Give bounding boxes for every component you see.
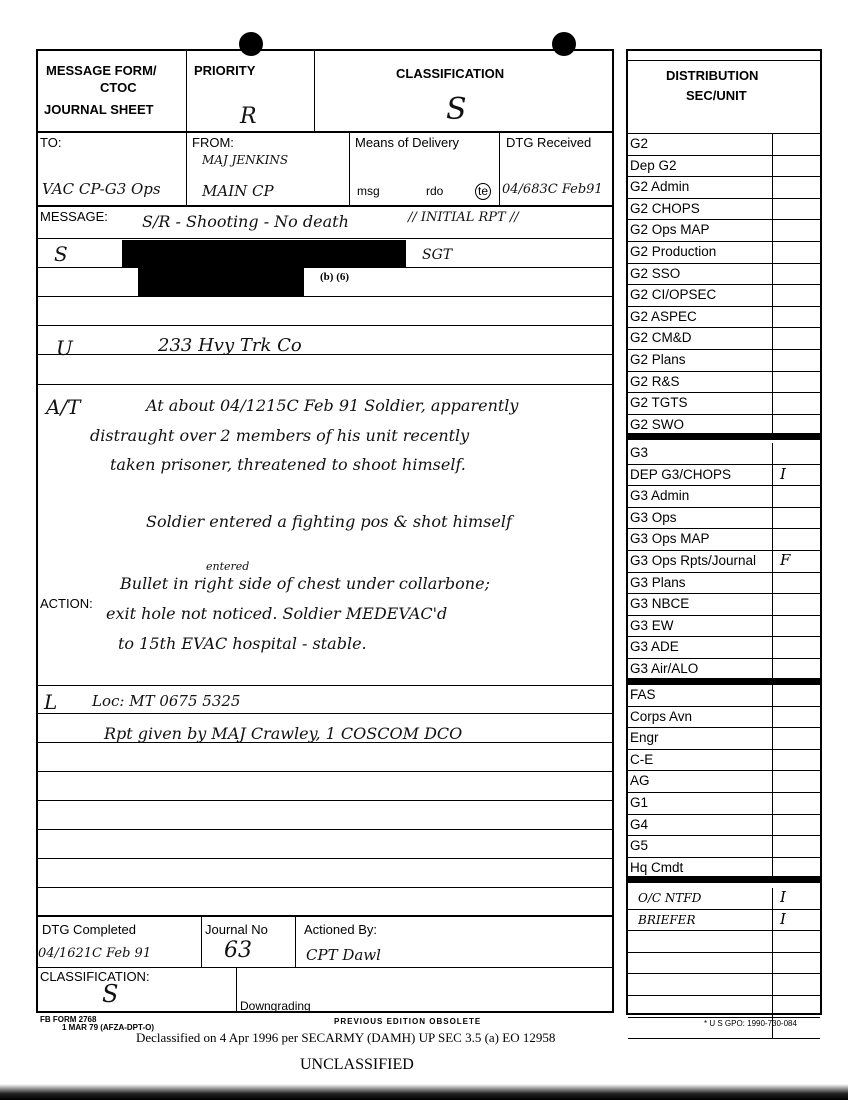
distribution-title: DISTRIBUTION (666, 68, 759, 83)
distribution-row-label: G2 Production (630, 244, 717, 259)
distribution-row[interactable] (628, 594, 820, 616)
distribution-row-label: G2 R&S (630, 373, 680, 389)
distribution-row-label: G3 ADE (630, 639, 679, 655)
dtg-received-value[interactable]: 04/683C Feb91 (502, 182, 603, 197)
distribution-divider (772, 836, 773, 857)
ruled-line (37, 858, 613, 859)
distribution-row-label: G2 CI/OPSEC (630, 287, 717, 303)
distribution-divider (772, 858, 773, 879)
distribution-row-label: G3 Air/ALO (630, 661, 699, 676)
location-prefix[interactable]: L (44, 690, 58, 714)
priority-label: PRIORITY (194, 63, 256, 78)
divider (349, 132, 350, 206)
dtg-received-label: DTG Received (506, 135, 592, 150)
redaction-block (122, 240, 406, 267)
form-title-line-3: JOURNAL SHEET (44, 102, 154, 117)
journal-number-label: Journal No (205, 922, 268, 937)
redaction-block (138, 268, 304, 296)
to-label: TO: (40, 135, 62, 150)
distribution-row[interactable] (628, 134, 820, 156)
distribution-divider (772, 659, 773, 680)
distribution-divider (772, 486, 773, 507)
distribution-row-mark[interactable]: I (780, 464, 786, 483)
from-value-unit[interactable]: MAIN CP (202, 182, 274, 200)
distribution-divider (772, 637, 773, 658)
distribution-row-label: G2 SSO (630, 265, 681, 281)
distribution-divider (772, 465, 773, 486)
distribution-row-label: G2 CHOPS (630, 200, 700, 216)
distribution-row[interactable] (628, 220, 820, 242)
ruled-line (37, 829, 613, 830)
actioned-by-value[interactable]: CPT Dawl (306, 946, 381, 964)
divider (314, 50, 315, 132)
form-title-line-1: MESSAGE FORM/ (46, 63, 157, 78)
message-subject[interactable]: S/R - Shooting - No death (142, 212, 349, 231)
narrative-insert[interactable]: entered (206, 560, 250, 573)
distribution-row-label: G2 Plans (630, 352, 686, 367)
unclassified-marking: UNCLASSIFIED (300, 1056, 414, 1073)
distribution-row[interactable] (628, 836, 820, 858)
distribution-divider (772, 285, 773, 306)
message-label: MESSAGE: (40, 209, 108, 224)
action-label: ACTION: (40, 596, 93, 611)
distribution-divider (772, 177, 773, 198)
distribution-row[interactable] (628, 285, 820, 307)
narrative-line[interactable]: At about 04/1215C Feb 91 Soldier, apparently (146, 396, 519, 415)
divider (186, 50, 187, 132)
distribution-row[interactable] (628, 443, 820, 465)
distribution-row[interactable] (628, 529, 820, 551)
distribution-divider (772, 685, 773, 706)
distribution-row[interactable] (628, 910, 820, 932)
narrative-line[interactable]: distraught over 2 members of his unit recently (90, 426, 470, 445)
distribution-divider (772, 750, 773, 771)
divider (37, 131, 613, 133)
distribution-divider (772, 350, 773, 371)
narrative-line[interactable]: to 15th EVAC hospital - stable. (118, 634, 367, 653)
distribution-row[interactable] (628, 953, 820, 975)
ruled-line (37, 887, 613, 888)
distribution-row-label: DEP G3/CHOPS (630, 466, 732, 482)
distribution-row[interactable] (628, 974, 820, 996)
distribution-divider (772, 508, 773, 529)
classification-value[interactable]: S (446, 92, 467, 127)
priority-value[interactable]: R (240, 104, 257, 129)
distribution-divider (772, 771, 773, 792)
distribution-row[interactable] (628, 637, 820, 659)
downgrading-label: Downgrading (240, 999, 311, 1013)
distribution-row[interactable] (628, 996, 820, 1018)
distribution-divider (772, 529, 773, 550)
distribution-divider (772, 888, 773, 909)
distribution-row[interactable] (628, 307, 820, 329)
means-rdo: rdo (426, 184, 444, 198)
means-tel[interactable]: te (475, 183, 491, 200)
distribution-row-label: G2 ASPEC (630, 308, 697, 324)
distribution-row-label: G2 TGTS (630, 395, 688, 411)
distribution-divider (772, 573, 773, 594)
distribution-row[interactable] (628, 242, 820, 264)
distribution-row-label: G1 (630, 795, 649, 810)
classification-label: CLASSIFICATION (396, 66, 505, 81)
divider (201, 916, 202, 968)
distribution-row-label: G3 Plans (630, 574, 686, 590)
to-value[interactable]: VAC CP-G3 Ops (42, 180, 161, 198)
ruled-line (37, 800, 613, 801)
distribution-row[interactable] (628, 750, 820, 772)
narrative-line[interactable]: taken prisoner, threatened to shoot himself. (110, 455, 466, 474)
from-label: FROM: (192, 135, 234, 150)
ruled-line (37, 267, 613, 268)
distribution-divider (772, 551, 773, 572)
distribution-divider (772, 415, 773, 436)
redaction-code: (b) (6) (320, 271, 350, 283)
ruled-line (37, 685, 613, 686)
distribution-row-label: G2 CM&D (630, 330, 692, 346)
distribution-row[interactable] (628, 771, 820, 793)
distribution-row[interactable] (628, 707, 820, 729)
journal-number-value[interactable]: 63 (224, 938, 252, 963)
distribution-divider (772, 307, 773, 328)
narrative-line[interactable]: Bullet in right side of chest under collarbone; (120, 574, 490, 593)
distribution-row[interactable] (628, 465, 820, 487)
distribution-divider (772, 953, 773, 974)
report-source-line[interactable]: Rpt given by MAJ Crawley, 1 COSCOM DCO (104, 724, 463, 743)
distribution-row-label: G2 Admin (630, 179, 690, 195)
distribution-row[interactable] (628, 199, 820, 221)
distribution-row-mark[interactable]: I (780, 888, 786, 906)
distribution-row-label: G3 Ops MAP (630, 531, 710, 547)
ruled-line (37, 296, 613, 297)
distribution-row-label: G2 Ops MAP (630, 222, 710, 238)
distribution-divider (772, 156, 773, 177)
distribution-row-label: G3 (630, 445, 649, 460)
distribution-divider (772, 616, 773, 637)
distribution-row[interactable] (628, 372, 820, 394)
distribution-divider (772, 372, 773, 393)
distribution-subtitle: SEC/UNIT (686, 88, 747, 103)
divider (627, 60, 821, 61)
distribution-row[interactable] (628, 815, 820, 837)
distribution-row-label: G2 (630, 136, 649, 151)
distribution-row-label: G4 (630, 816, 649, 832)
distribution-divider (772, 393, 773, 414)
distribution-row[interactable] (628, 551, 820, 573)
distribution-divider (772, 264, 773, 285)
distribution-divider (772, 815, 773, 836)
distribution-row[interactable] (628, 393, 820, 415)
distribution-row-mark[interactable]: I (780, 909, 786, 928)
distribution-row[interactable] (628, 156, 820, 178)
divider (186, 132, 187, 206)
distribution-row[interactable] (628, 728, 820, 750)
message-line-sgt[interactable]: SGT (422, 247, 453, 263)
distribution-row[interactable] (628, 508, 820, 530)
actioned-by-label: Actioned By: (304, 922, 377, 937)
distribution-row[interactable] (628, 264, 820, 286)
distribution-row-label: BRIEFER (638, 912, 696, 927)
divider (37, 915, 613, 917)
ruled-line (37, 713, 613, 714)
classification-bottom-value[interactable]: S (102, 980, 119, 1008)
distribution-row-label: G3 Ops Rpts/Journal (630, 553, 757, 568)
location-line[interactable]: Loc: MT 0675 5325 (92, 692, 241, 710)
distribution-divider (772, 199, 773, 220)
distribution-row-label: Dep G2 (630, 157, 677, 173)
distribution-divider (772, 328, 773, 349)
distribution-divider (772, 931, 773, 952)
distribution-row-label: AG (630, 773, 650, 789)
distribution-divider (772, 594, 773, 615)
distribution-row-label: G2 SWO (630, 416, 685, 432)
from-value-name[interactable]: MAJ JENKINS (202, 153, 289, 167)
ruled-line (37, 238, 613, 239)
distribution-group-separator (628, 433, 820, 440)
distribution-divider (772, 220, 773, 241)
distribution-row[interactable] (628, 888, 820, 910)
distribution-row-label: G3 Admin (630, 488, 690, 504)
distribution-row[interactable] (628, 931, 820, 953)
distribution-divider (772, 910, 773, 931)
divider (37, 205, 613, 207)
form-title-line-2: CTOC (100, 80, 137, 95)
ruled-line (37, 354, 613, 355)
message-initial-report[interactable]: // INITIAL RPT // (408, 210, 519, 225)
distribution-row-label: G3 NBCE (630, 596, 690, 612)
distribution-divider (772, 996, 773, 1017)
distribution-divider (772, 974, 773, 995)
ruled-line (37, 384, 613, 385)
distribution-row-label: G3 EW (630, 617, 674, 633)
classification-bottom-label: CLASSIFICATION: (40, 969, 150, 984)
distribution-row[interactable] (628, 573, 820, 595)
message-line-s[interactable]: S (54, 242, 68, 266)
distribution-row-label: G5 (630, 838, 649, 854)
distribution-row-label: FAS (630, 687, 656, 702)
message-unit-prefix[interactable]: U (56, 336, 73, 360)
distribution-row[interactable] (628, 350, 820, 372)
divider (295, 916, 296, 968)
divider (236, 967, 237, 1012)
means-msg: msg (357, 184, 380, 198)
distribution-row-label: Corps Avn (630, 708, 693, 724)
dtg-completed-value[interactable]: 04/1621C Feb 91 (38, 946, 152, 961)
ruled-line (37, 771, 613, 772)
distribution-row-label: O/C NTFD (638, 891, 702, 905)
distribution-row-label: G3 Ops (630, 509, 677, 525)
distribution-divider (772, 242, 773, 263)
dtg-completed-label: DTG Completed (42, 922, 136, 937)
distribution-divider (772, 728, 773, 749)
distribution-group-separator (628, 678, 820, 685)
distribution-row[interactable] (628, 616, 820, 638)
narrative-line[interactable]: Soldier entered a fighting pos & shot himself (146, 512, 512, 531)
divider (499, 132, 500, 206)
distribution-row[interactable] (628, 685, 820, 707)
form-date: 1 MAR 79 (AFZA-DPT-O) (62, 1023, 154, 1032)
means-of-delivery-label: Means of Delivery (355, 135, 460, 150)
distribution-row[interactable] (628, 328, 820, 350)
distribution-row-mark[interactable]: F (780, 551, 791, 569)
distribution-divider (772, 443, 773, 464)
narrative-line[interactable]: exit hole not noticed. Soldier MEDEVAC'd (106, 604, 448, 623)
declassification-stamp: Declassified on 4 Apr 1996 per SECARMY (DAMH) UP SEC 3.5 (a) EO 12958 (136, 1030, 556, 1045)
distribution-row-label: Hq Cmdt (630, 859, 684, 875)
distribution-group-separator (628, 876, 820, 883)
distribution-row-label: C-E (630, 751, 654, 767)
at-prefix[interactable]: A/T (46, 395, 81, 419)
previous-edition-note: PREVIOUS EDITION OBSOLETE (334, 1017, 482, 1026)
bottom-scan-edge (0, 1084, 848, 1100)
distribution-row[interactable] (628, 177, 820, 199)
distribution-divider (772, 134, 773, 155)
ruled-line (37, 325, 613, 326)
gpo-note: * U S GPO: 1990-730-084 (704, 1019, 797, 1028)
form-number: FB FORM 2768 (40, 1015, 97, 1024)
message-unit[interactable]: 233 Hvy Trk Co (158, 335, 302, 356)
distribution-divider (772, 707, 773, 728)
distribution-row[interactable] (628, 486, 820, 508)
distribution-row[interactable] (628, 793, 820, 815)
divider (37, 967, 613, 968)
distribution-divider (772, 793, 773, 814)
distribution-row-label: Engr (630, 730, 659, 746)
